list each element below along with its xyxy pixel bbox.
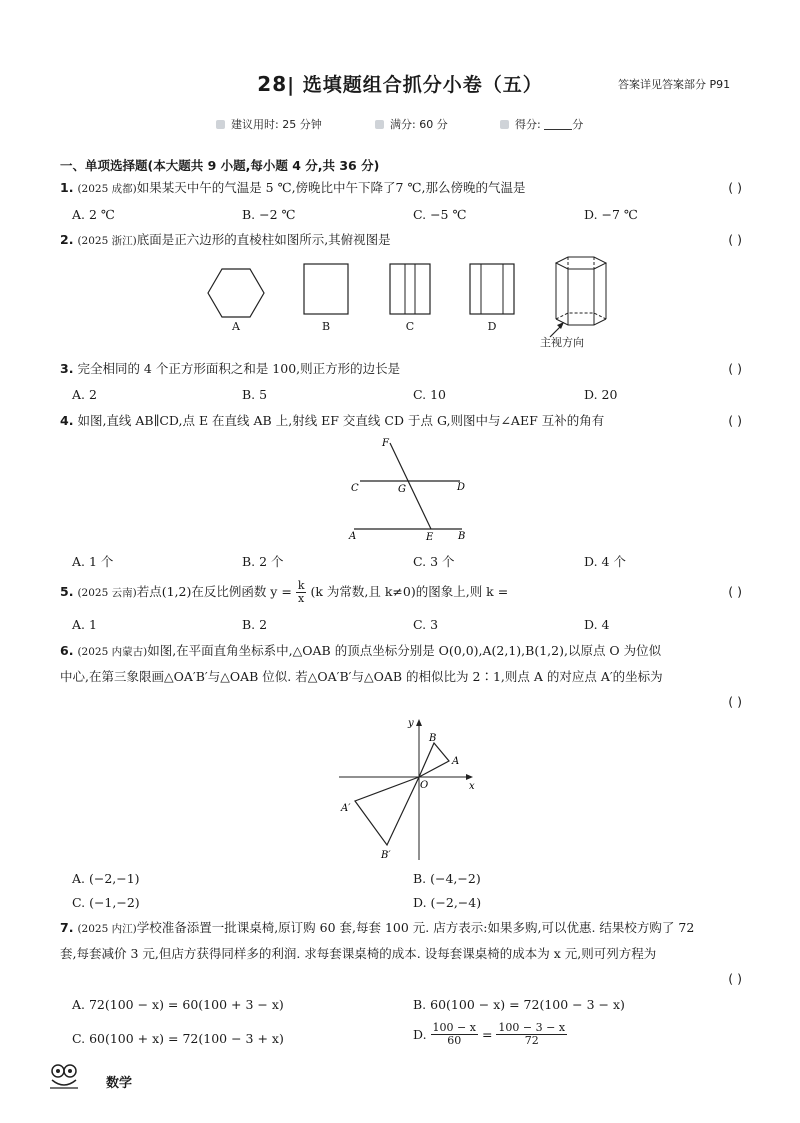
point-g: G <box>398 484 406 495</box>
q2-label-c: C <box>405 320 415 333</box>
answer-paren[interactable]: ( ) <box>728 694 742 709</box>
question-5: 5. (2025 云南)若点(1,2)在反比例函数 y = $\frac{k}{x}$ (k 为常数,且 k≠0)的图象上,则 k = ( ) <box>60 579 742 605</box>
triangle-oa-b-prime <box>355 777 419 845</box>
q3-option-a[interactable]: A. 2 <box>72 387 97 402</box>
page-title: 28| 选填题组合抓分小卷（五） <box>257 72 543 96</box>
q7-option-d[interactable]: D. $\frac{100 - x}{60}$ = $\frac{100 - 3 - x}{72}$ <box>413 1021 566 1047</box>
q7-d-right-fraction: $\frac{100 - 3 - x}{72}$ <box>498 1021 566 1047</box>
q7-option-c[interactable]: C. 60(100 + x) = 72(100 − 3 + x) <box>72 1031 284 1046</box>
q5-option-b[interactable]: B. 2 <box>242 617 268 632</box>
q3-option-b[interactable]: B. 5 <box>242 387 268 402</box>
q4-option-c[interactable]: C. 3 个 <box>413 554 455 569</box>
point-d: D <box>457 482 466 493</box>
q5-option-a[interactable]: A. 1 <box>72 617 97 632</box>
point-b: B <box>458 531 466 542</box>
q4-option-d[interactable]: D. 4 个 <box>584 554 626 569</box>
q6-option-c[interactable]: C. (−1,−2) <box>72 895 140 910</box>
answer-paren[interactable]: ( ) <box>728 180 742 195</box>
hexagonal-prism <box>556 257 606 325</box>
option-b-square[interactable] <box>304 264 348 314</box>
point-c: C <box>351 483 359 494</box>
question-1: 1. (2025 成都)如果某天中午的气温是 5 ℃,傍晚比中午下降了7 ℃,那么傍晚的气温是 ( ) <box>60 180 742 195</box>
q1-option-c[interactable]: C. −5 ℃ <box>413 207 467 222</box>
q1-option-a[interactable]: A. 2 ℃ <box>72 207 115 222</box>
q2-label-d: D <box>487 320 497 333</box>
label-x: x <box>469 781 475 792</box>
question-6-line2: 中心,在第三象限画△OA′B′与△OAB 位似. 若△OA′B′与△OAB 的相似比为 2∶1,则点 A 的对应点 A′的坐标为 <box>60 669 663 684</box>
full-score: 满分: 60 分 <box>375 116 448 132</box>
ray-ef <box>390 443 431 529</box>
mascot-logo-icon <box>44 1062 90 1092</box>
q6-option-a[interactable]: A. (−2,−1) <box>72 871 140 886</box>
q4-figure <box>340 435 480 545</box>
score-icon <box>375 120 384 129</box>
answer-paren[interactable]: ( ) <box>728 232 742 247</box>
question-4: 4. 如图,直线 AB∥CD,点 E 在直线 AB 上,射线 EF 交直线 CD 于点 G,则图中与∠AEF 互补的角有 ( ) <box>60 413 742 428</box>
q4-option-a[interactable]: A. 1 个 <box>72 554 114 569</box>
pen-icon <box>500 120 509 129</box>
answer-reference: 答案详见答案部分 P91 <box>618 78 731 91</box>
point-e: E <box>426 532 434 543</box>
q7-option-b[interactable]: B. 60(100 − x) = 72(100 − 3 − x) <box>413 997 625 1012</box>
q6-option-b[interactable]: B. (−4,−2) <box>413 871 481 886</box>
q7-d-left-fraction: $\frac{100 - x}{60}$ <box>432 1021 476 1047</box>
view-direction-label: 主视方向 <box>540 336 584 349</box>
label-a-prime: A′ <box>341 803 351 814</box>
option-d-rect[interactable] <box>470 264 514 314</box>
time-suggestion: 建议用时: 25 分钟 <box>216 116 322 132</box>
answer-paren[interactable]: ( ) <box>728 413 742 428</box>
q1-option-d[interactable]: D. −7 ℃ <box>584 207 638 222</box>
option-a-hexagon[interactable] <box>208 269 264 317</box>
q4-option-b[interactable]: B. 2 个 <box>242 554 284 569</box>
question-6-line1: 6. (2025 内蒙古)如图,在平面直角坐标系中,△OAB 的顶点坐标分别是 O(0,0),A(2,1),B(1,2),以原点 O 为位似 <box>60 643 662 658</box>
label-b-prime: B′ <box>381 850 391 861</box>
q7-option-a[interactable]: A. 72(100 − x) = 60(100 + 3 − x) <box>72 997 284 1012</box>
label-o: O <box>420 780 429 791</box>
q1-option-b[interactable]: B. −2 ℃ <box>242 207 296 222</box>
q5-option-d[interactable]: D. 4 <box>584 617 610 632</box>
score-blank[interactable] <box>544 118 572 130</box>
question-2: 2. (2025 浙江)底面是正六边形的直棱柱如图所示,其俯视图是 ( ) <box>60 232 742 247</box>
fraction-k-over-x: $\frac{k}{x}$ <box>297 579 305 605</box>
point-f: F <box>382 438 389 449</box>
point-a: A <box>349 531 357 542</box>
triangle-oab <box>419 743 449 777</box>
q3-option-d[interactable]: D. 20 <box>584 387 618 402</box>
q6-option-d[interactable]: D. (−2,−4) <box>413 895 482 910</box>
question-3: 3. 完全相同的 4 个正方形面积之和是 100,则正方形的边长是 ( ) <box>60 361 742 376</box>
q2-label-a: A <box>232 320 240 333</box>
q2-label-b: B <box>321 320 331 333</box>
answer-paren[interactable]: ( ) <box>728 971 742 986</box>
q5-option-c[interactable]: C. 3 <box>413 617 439 632</box>
question-7-line1: 7. (2025 内江)学校准备添置一批课桌椅,原订购 60 套,每套 100 元. 店方表示:如果多购,可以优惠. 结果校方购了 72 <box>60 920 695 935</box>
clock-icon <box>216 120 225 129</box>
answer-paren[interactable]: ( ) <box>728 584 742 599</box>
label-a: A <box>452 756 460 767</box>
q6-coordinate-figure <box>335 715 480 865</box>
label-b: B <box>429 733 437 744</box>
question-7-line2: 套,每套减价 3 元,但店方获得同样多的利润. 求每套课桌椅的成本. 设每套课桌椅的成本为 x 元,则可列方程为 <box>60 946 657 961</box>
option-c-rect[interactable] <box>390 264 430 314</box>
answer-paren[interactable]: ( ) <box>728 361 742 376</box>
footer-subject: 数学 <box>106 1076 133 1091</box>
score-field: 得分: 分 <box>500 116 583 132</box>
q3-option-c[interactable]: C. 10 <box>413 387 446 402</box>
label-y: y <box>408 718 414 729</box>
section-heading: 一、单项选择题(本大题共 9 小题,每小题 4 分,共 36 分) <box>60 158 380 173</box>
